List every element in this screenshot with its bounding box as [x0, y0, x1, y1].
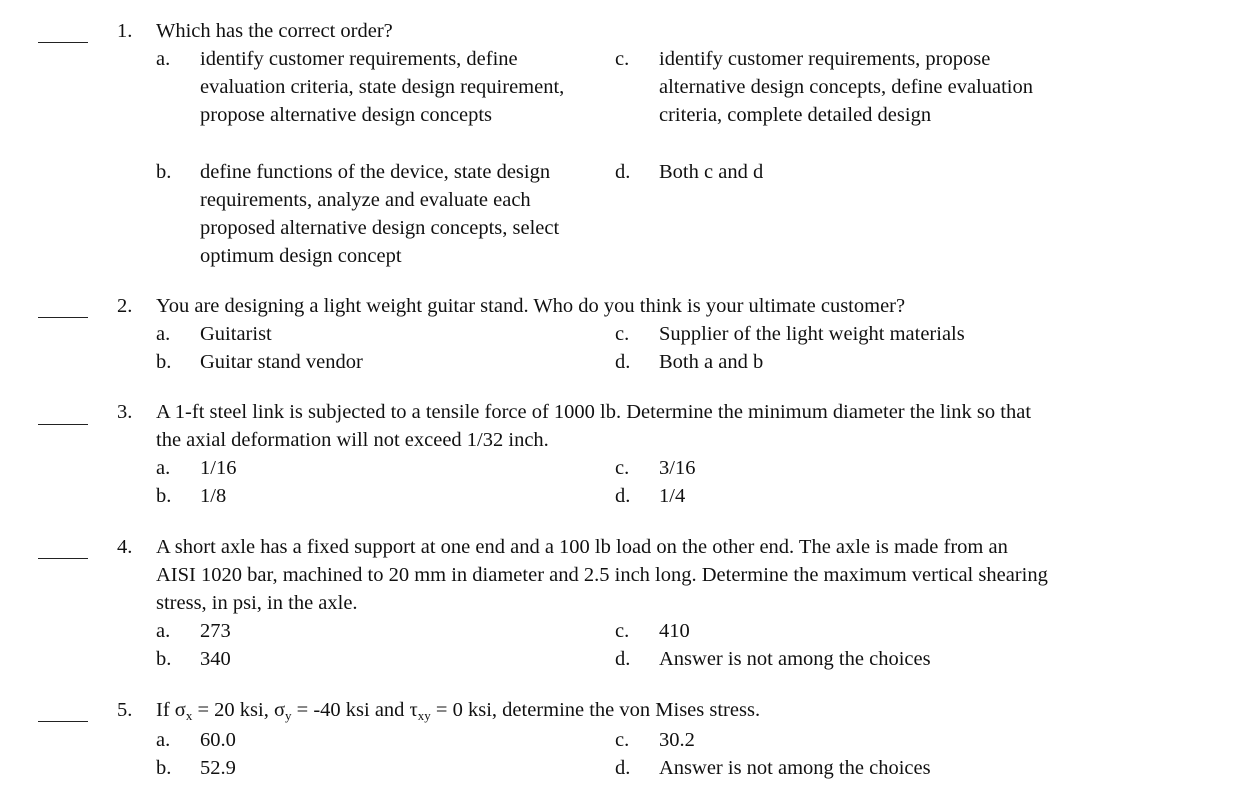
question-stem-line: the axial deformation will not exceed 1/32 inch.	[156, 429, 549, 451]
option-letter: b.	[156, 161, 172, 183]
option-text: Supplier of the light weight materials	[659, 323, 965, 345]
option-letter: d.	[615, 757, 631, 779]
option-text: Guitarist	[200, 323, 272, 345]
question-stem: You are designing a light weight guitar stand. Who do you think is your ultimate customer?	[156, 295, 906, 317]
option-text: 1/4	[659, 485, 686, 507]
option-letter: c.	[615, 729, 630, 751]
option-text: 410	[659, 620, 690, 642]
answer-blank-q1[interactable]	[38, 42, 88, 43]
answer-blank-q5[interactable]	[38, 721, 88, 722]
option-text: 1/8	[200, 485, 227, 507]
answer-blank-q4[interactable]	[38, 558, 88, 559]
option-letter: d.	[615, 161, 631, 183]
option-letter: c.	[615, 457, 630, 479]
option-text: Answer is not among the choices	[659, 648, 931, 670]
option-text: identify customer requirements, define evaluation criteria, state design requirement, propose alternative design concepts	[200, 48, 565, 126]
option-letter: b.	[156, 351, 172, 373]
option-letter: a.	[156, 323, 171, 345]
option-text: 30.2	[659, 729, 695, 751]
option-letter: d.	[615, 351, 631, 373]
option-letter: b.	[156, 648, 172, 670]
option-text: Answer is not among the choices	[659, 757, 931, 779]
question-number: 1.	[117, 20, 133, 42]
option-letter: a.	[156, 729, 171, 751]
option-letter: c.	[615, 620, 630, 642]
option-letter: c.	[615, 48, 630, 70]
question-stem-line: A short axle has a fixed support at one end and a 100 lb load on the other end. The axle is made from an	[156, 536, 1008, 558]
question-stem	[156, 696, 760, 724]
stem-part: = 0 ksi, determine the von Mises stress.	[430, 699, 761, 721]
option-letter: a.	[156, 48, 171, 70]
option-text: 3/16	[659, 457, 696, 479]
option-letter: b.	[156, 485, 172, 507]
option-text: identify customer requirements, propose alternative design concepts, define evaluation criteria, complete detailed design	[659, 48, 1033, 126]
option-letter: b.	[156, 757, 172, 779]
option-text: 1/16	[200, 457, 237, 479]
option-text: 52.9	[200, 757, 236, 779]
subscript: x	[185, 708, 193, 723]
question-number: 4.	[117, 536, 133, 558]
option-letter: d.	[615, 485, 631, 507]
question-stem-line: stress, in psi, in the axle.	[156, 592, 358, 614]
stem-part: = -40 ksi and τ	[291, 699, 418, 721]
option-letter: c.	[615, 323, 630, 345]
option-text: 273	[200, 620, 231, 642]
option-letter: d.	[615, 648, 631, 670]
option-text: Guitar stand vendor	[200, 351, 363, 373]
question-number: 2.	[117, 295, 133, 317]
stem-part: = 20 ksi, σ	[192, 699, 286, 721]
question-number: 5.	[117, 699, 133, 721]
answer-blank-q2[interactable]	[38, 317, 88, 318]
option-text: 60.0	[200, 729, 236, 751]
question-number: 3.	[117, 401, 133, 423]
subscript: y	[285, 708, 292, 723]
question-stem-line: AISI 1020 bar, machined to 20 mm in diameter and 2.5 inch long. Determine the maximum vertical shearing	[156, 564, 1048, 586]
option-letter: a.	[156, 620, 171, 642]
answer-blank-q3[interactable]	[38, 424, 88, 425]
option-text: Both c and d	[659, 161, 764, 183]
option-text: 340	[200, 648, 231, 670]
stem-part: If σ	[156, 699, 186, 721]
question-stem: Which has the correct order?	[156, 20, 393, 42]
option-letter: a.	[156, 457, 171, 479]
subscript: xy	[417, 708, 431, 723]
option-text: Both a and b	[659, 351, 764, 373]
option-text: define functions of the device, state design requirements, analyze and evaluate each proposed alternative design concepts, select optimum design concept	[200, 161, 560, 267]
question-stem-line: A 1-ft steel link is subjected to a tensile force of 1000 lb. Determine the minimum diameter the link so that	[156, 401, 1032, 423]
